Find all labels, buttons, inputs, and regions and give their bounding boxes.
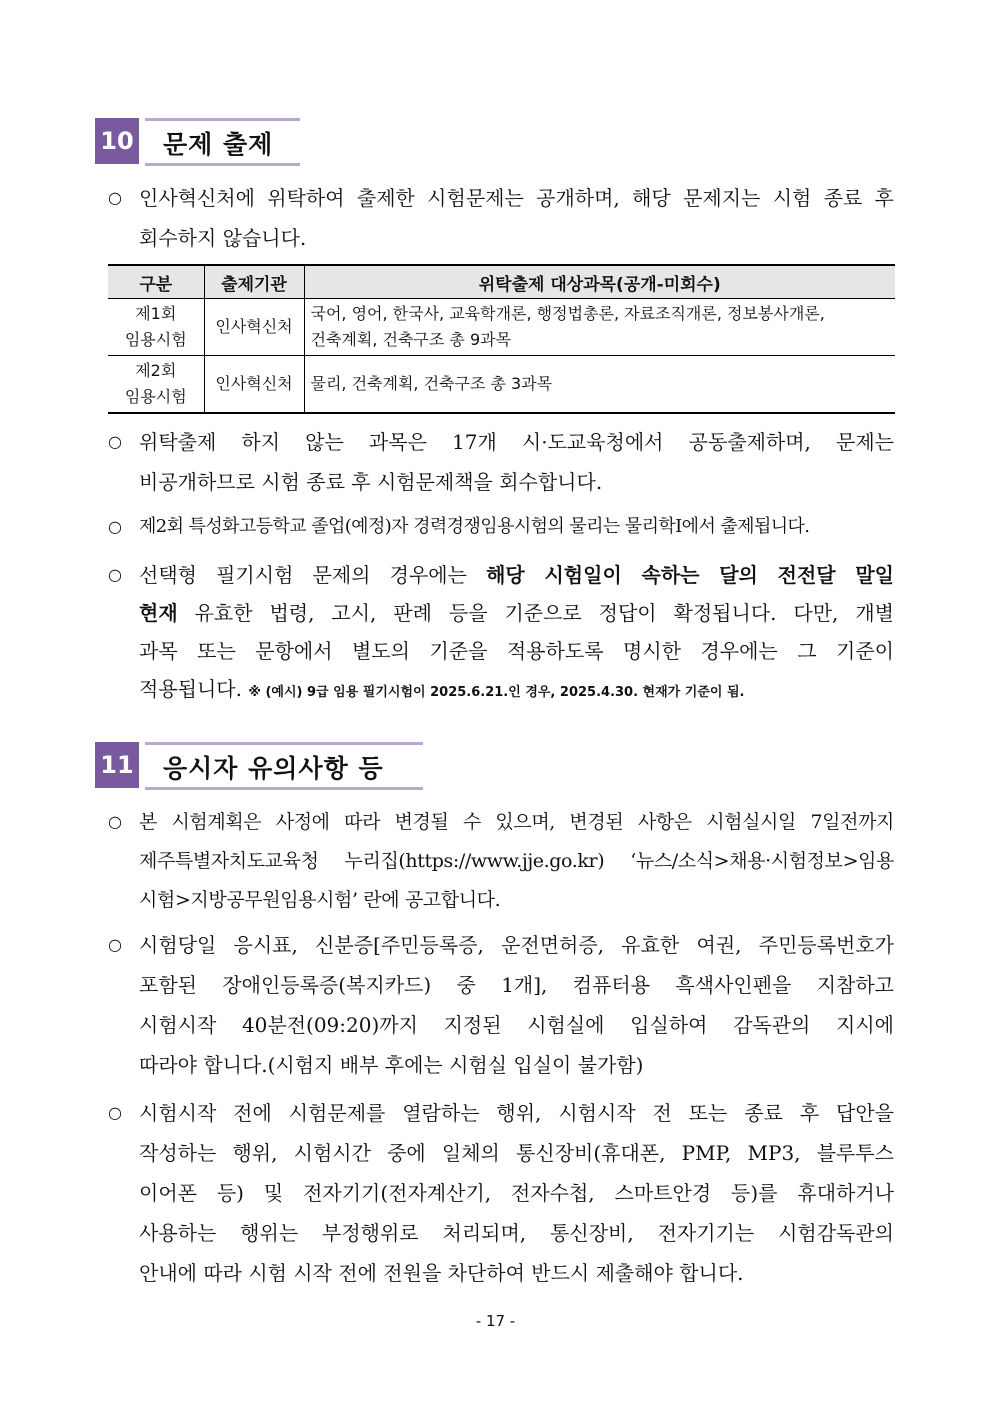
s10-p1-line-1: 인사혁신처에 위탁하여 출제한 시험문제는 공개하며, 해당 문제지는 시험 종료 후 [139,186,894,210]
bullet-icon: ○ [108,565,122,584]
s10-p1-line-2: 회수하지 않습니다. [139,226,307,250]
table-header-subjects: 위탁출제 대상과목(공개-미회수) [304,265,895,299]
section-11-number: 11 [95,742,139,788]
table-header-row [108,265,895,299]
s10-p4-line-4 [139,669,894,709]
page-number: - 17 - [475,1312,516,1330]
s11-p1-line-2: 제주특별자치도교육청 누리집(https://www.jje.go.kr) ‘뉴스/소식>채용·시험정보>임용 [139,850,894,872]
s10-p4-note: ※ (예시) 9급 임용 필기시험이 2025.6.21.인 경우, 2025.4.30. 현재가 기준이 됨. [248,685,745,700]
outsourced-subjects-table [108,264,895,414]
gubun-line: 제2회 [135,361,177,380]
section-10-bottom-rule [145,163,300,166]
s11-p3-line-5: 안내에 따라 시험 시작 전에 전원을 차단하여 반드시 제출해야 합니다. [139,1261,744,1285]
section-10-title: 문제 출제 [163,130,274,159]
s11-p3-line-1: 시험시작 전에 시험문제를 열람하는 행위, 시험시작 전 또는 종료 후 답안을 [139,1101,894,1125]
section-10-header [95,118,305,166]
s11-p1-line-1: 본 시험계획은 사정에 따라 변경될 수 있으며, 변경된 사항은 시험실시일 7일전까지 [139,811,894,833]
gubun-line: 제1회 [135,304,177,323]
s10-p4-l2-plain: 유효한 법령, 고시, 판례 등을 기준으로 정답이 확정됩니다. 다만, 개별 [177,601,894,625]
s11-p2-line-3: 시험시작 40분전(09:20)까지 지정된 시험실에 입실하여 감독관의 지시에 [139,1013,894,1037]
table-cell-gubun [108,356,204,414]
table-header-agency: 출제기관 [204,265,304,299]
table-header-gubun: 구분 [108,265,204,299]
section-11-top-rule [145,742,423,745]
s11-p2-line-2: 포함된 장애인등록증(복지카드) 중 1개], 컴퓨터용 흑색사인펜을 지참하고 [139,973,894,997]
s10-p3-line-1: 제2회 특성화고등학교 졸업(예정)자 경력경쟁임용시험의 물리는 물리학Ⅰ에서 출제됩니다. [139,516,810,537]
s11-p2-line-4: 따라야 합니다.(시험지 배부 후에는 시험실 입실이 불가함) [139,1053,644,1077]
s11-p3-line-2: 작성하는 행위, 시험시간 중에 일체의 통신장비(휴대폰, PMP, MP3, 블루투스 [139,1141,894,1165]
s10-p4-line-2 [139,593,894,633]
table-row [108,299,895,356]
bullet-icon: ○ [108,935,122,954]
s11-p3-line-3: 이어폰 등) 및 전자기기(전자계산기, 전자수첩, 스마트안경 등)를 휴대하거나 [139,1181,894,1205]
bullet-icon: ○ [108,1103,122,1122]
s10-p4-line-3: 과목 또는 문항에서 별도의 기준을 적용하도록 명시한 경우에는 그 기준이 [139,639,894,663]
s10-p4-l1-bold: 해당 시험일이 속하는 달의 전전달 말일 [486,563,894,587]
table-cell-gubun [108,299,204,356]
section-11-bottom-rule [145,787,423,790]
table-cell-agency: 인사혁신처 [204,356,304,414]
table-cell-subjects [304,299,895,356]
bullet-icon: ○ [108,812,122,831]
section-11-title: 응시자 유의사항 등 [163,754,384,783]
bullet-icon: ○ [108,517,122,536]
s10-p4-line-1 [139,555,894,595]
s10-p4-l1-plain: 선택형 필기시험 문제의 경우에는 [139,563,487,587]
table-cell-subjects: 물리, 건축계획, 건축구조 총 3과목 [304,356,895,414]
s10-p2-line-2: 비공개하므로 시험 종료 후 시험문제책을 회수합니다. [139,470,603,494]
gubun-line: 임용시험 [124,330,187,349]
table-cell-agency: 인사혁신처 [204,299,304,356]
s10-p4-l4-text: 적용됩니다. [139,677,249,701]
section-10-number: 10 [95,118,139,164]
s10-p4-l2-bold: 현재 [139,601,178,625]
table-row [108,356,895,414]
bullet-icon: ○ [108,188,122,207]
s10-p2-line-1: 위탁출제 하지 않는 과목은 17개 시·도교육청에서 공동출제하며, 문제는 [139,430,894,454]
subjects-line: 건축계획, 건축구조 총 9과목 [310,330,512,349]
s11-p1-line-3: 시험>지방공무원임용시험’ 란에 공고합니다. [139,889,501,911]
bullet-icon: ○ [108,432,122,451]
s11-p3-line-4: 사용하는 행위는 부정행위로 처리되며, 통신장비, 전자기기는 시험감독관의 [139,1221,894,1245]
subjects-line: 국어, 영어, 한국사, 교육학개론, 행정법총론, 자료조직개론, 정보봉사개론, [310,304,825,323]
s11-p2-line-1: 시험당일 응시표, 신분증[주민등록증, 운전면허증, 유효한 여권, 주민등록번호가 [139,933,894,957]
section-10-top-rule [145,118,300,121]
gubun-line: 임용시험 [124,387,187,406]
section-11-header [95,742,425,790]
